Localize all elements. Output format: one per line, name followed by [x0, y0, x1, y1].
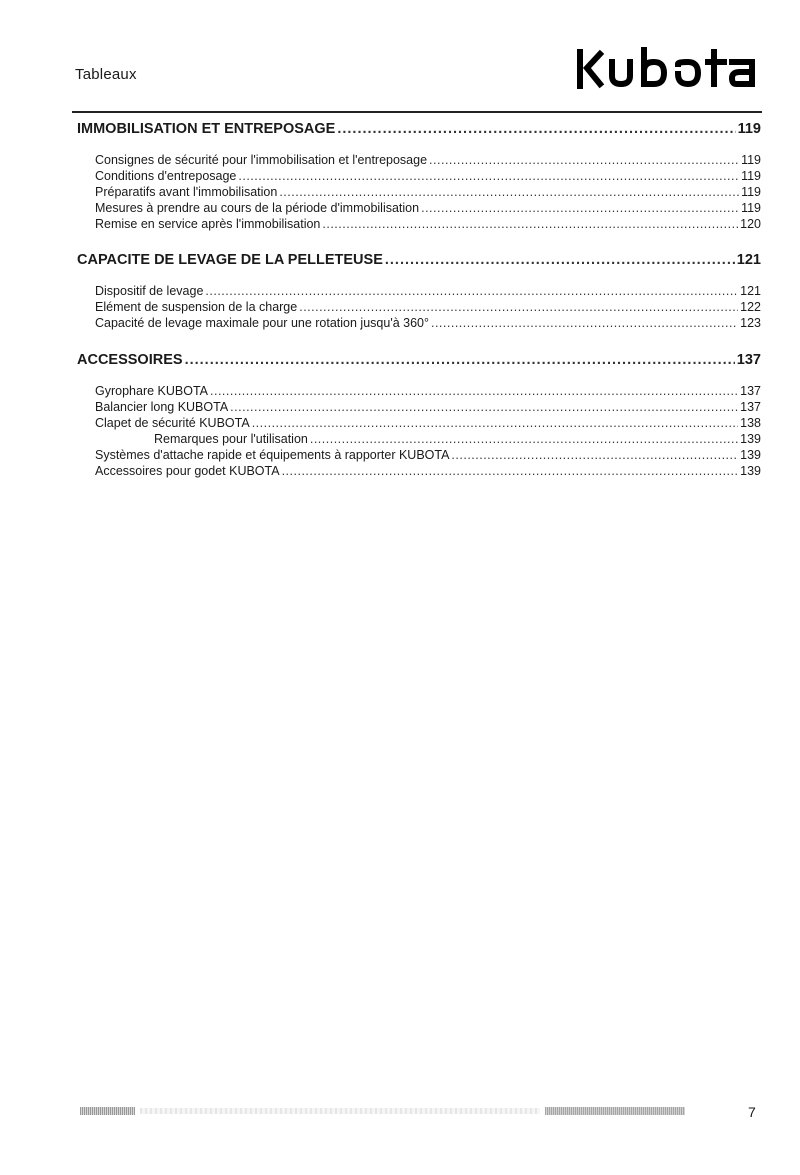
scan-artifact	[545, 1107, 685, 1115]
toc-entry-page: 120	[740, 217, 761, 231]
toc-entry[interactable]	[95, 152, 761, 168]
toc-entry-text: Remise en service après l'immobilisation	[95, 217, 321, 231]
toc-entry-page: 122	[740, 300, 761, 314]
toc-entry-page: 119	[741, 153, 761, 167]
toc-entry-page: 119	[741, 169, 761, 183]
toc-leader-dots	[322, 216, 738, 232]
toc-entry-text: Dispositif de levage	[95, 284, 204, 298]
toc-entry-page: 139	[740, 448, 761, 462]
toc-entry[interactable]	[95, 447, 761, 463]
toc-entry-text: Gyrophare KUBOTA	[95, 384, 209, 398]
toc-entry-text: Systèmes d'attache rapide et équipements à rapporter KUBOTA	[95, 448, 450, 462]
toc-entry-page: 119	[741, 185, 761, 199]
toc-leader-dots	[337, 118, 735, 140]
toc-entry-text: Capacité de levage maximale pour une rotation jusqu'à 360°	[95, 316, 429, 330]
toc-entry[interactable]	[95, 168, 761, 184]
toc-leader-dots	[429, 152, 739, 168]
toc-leader-dots	[238, 168, 739, 184]
toc-entry[interactable]	[95, 415, 761, 431]
toc-section-heading[interactable]	[77, 349, 761, 371]
toc-entry-page: 123	[740, 316, 761, 330]
scan-artifact	[140, 1108, 540, 1114]
toc-section-heading[interactable]	[77, 118, 761, 140]
toc-heading-page: 121	[736, 252, 761, 268]
toc-section	[77, 118, 761, 232]
toc-entry[interactable]	[95, 283, 761, 299]
toc-entry[interactable]	[95, 315, 761, 331]
toc-entry-text: Balancier long KUBOTA	[95, 400, 229, 414]
toc-entry-text: Elément de suspension de la charge	[95, 300, 298, 314]
toc-entry-page: 137	[740, 384, 761, 398]
toc-entry-page: 138	[740, 416, 761, 430]
toc-leader-dots	[282, 463, 739, 479]
toc-entry-page: 139	[740, 464, 761, 478]
toc-heading-page: 137	[736, 352, 761, 368]
toc-heading-page: 119	[737, 121, 761, 137]
toc-entry-text: Conditions d'entreposage	[95, 169, 237, 183]
toc-leader-dots	[451, 447, 738, 463]
toc-entry-page: 137	[740, 400, 761, 414]
toc-section-heading[interactable]	[77, 249, 761, 271]
toc-leader-dots	[210, 383, 738, 399]
toc-entry-text: Remarques pour l'utilisation	[154, 432, 308, 446]
toc-entry-text: Accessoires pour godet KUBOTA	[95, 464, 280, 478]
header-rule	[72, 111, 762, 113]
toc-entry-text: Mesures à prendre au cours de la période d'immobilisation	[95, 201, 420, 215]
toc-subentry[interactable]	[154, 431, 761, 447]
toc-entry-page: 139	[740, 432, 761, 446]
kubota-logo	[574, 46, 762, 94]
toc-entry[interactable]	[95, 399, 761, 415]
toc-entry-text: Clapet de sécurité KUBOTA	[95, 416, 250, 430]
toc-entry[interactable]	[95, 383, 761, 399]
toc-leader-dots	[205, 283, 738, 299]
toc-leader-dots	[230, 399, 738, 415]
header-title: Tableaux	[75, 66, 137, 83]
toc-entry-page: 119	[741, 201, 761, 215]
toc-heading-text: CAPACITE DE LEVAGE DE LA PELLETEUSE	[77, 252, 383, 268]
toc-leader-dots	[279, 184, 739, 200]
toc-entry-page: 121	[740, 284, 761, 298]
scan-artifact	[80, 1107, 135, 1115]
toc-leader-dots	[431, 315, 738, 331]
toc-entry[interactable]	[95, 200, 761, 216]
toc-section	[77, 349, 761, 479]
toc-entry[interactable]	[95, 184, 761, 200]
toc-leader-dots	[385, 249, 735, 271]
toc-entry[interactable]	[95, 299, 761, 315]
toc-entry-text: Préparatifs avant l'immobilisation	[95, 185, 278, 199]
toc-leader-dots	[185, 349, 735, 371]
toc-entry[interactable]	[95, 216, 761, 232]
page-number: 7	[748, 1104, 756, 1120]
toc-leader-dots	[421, 200, 739, 216]
toc-heading-text: IMMOBILISATION ET ENTREPOSAGE	[77, 121, 336, 137]
toc-heading-text: ACCESSOIRES	[77, 352, 183, 368]
toc-entry[interactable]	[95, 463, 761, 479]
toc-leader-dots	[310, 431, 738, 447]
toc-entry-text: Consignes de sécurité pour l'immobilisation et l'entreposage	[95, 153, 428, 167]
toc-section	[77, 249, 761, 331]
toc-leader-dots	[252, 415, 738, 431]
toc-leader-dots	[299, 299, 738, 315]
